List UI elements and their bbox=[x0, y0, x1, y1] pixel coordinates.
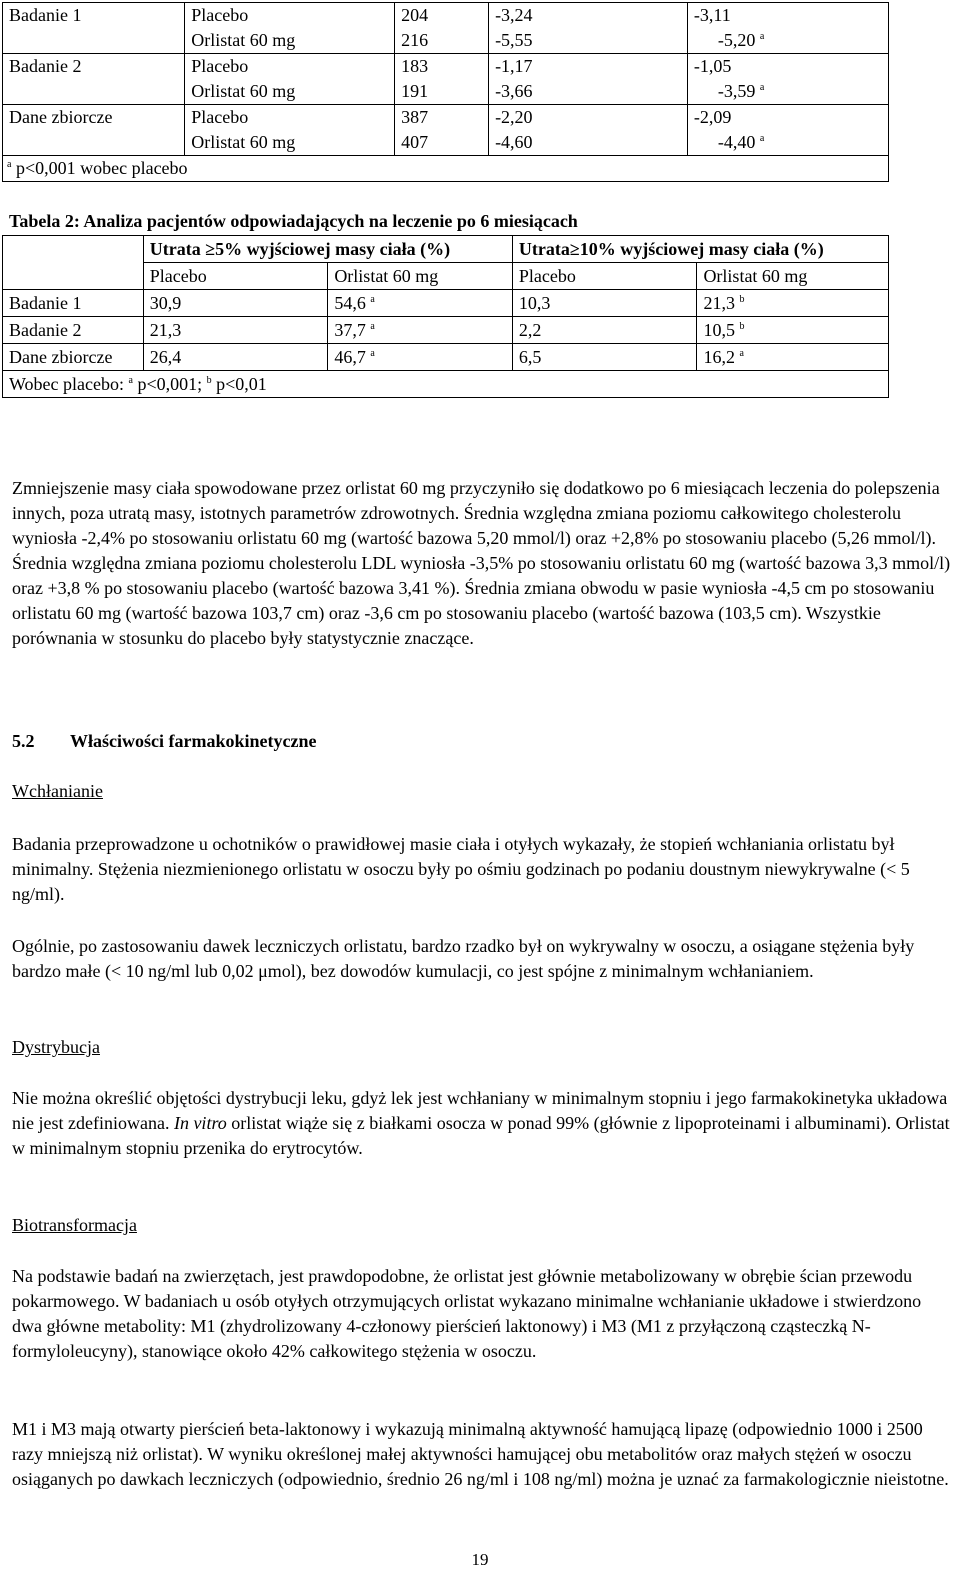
results-table-2 bbox=[2, 235, 889, 398]
table-row bbox=[3, 290, 889, 317]
table-footnote-row bbox=[3, 156, 889, 182]
value-cell: 46,7 $^a$ bbox=[328, 344, 513, 371]
empty-header-cell bbox=[3, 236, 144, 263]
empty-footnote-cell bbox=[328, 371, 889, 398]
table-2-title: Tabela 2: Analiza pacjentów odpowiadających na leczenie po 6 miesiącach bbox=[9, 211, 578, 231]
value-cell: 16,2 $^a$ bbox=[697, 344, 889, 371]
group-2-header: Utrata≥10% wyjściowej masy ciała (%) bbox=[512, 236, 888, 263]
page-number: 19 bbox=[471, 1550, 489, 1569]
table-header-row bbox=[3, 236, 889, 263]
value-cell: 21,3 $^b$ bbox=[697, 290, 889, 317]
column-header: Placebo bbox=[143, 263, 328, 290]
n-cell: 183 191 bbox=[395, 54, 489, 105]
biotransformation-paragraph-2: M1 i M3 mają otwarty pierścień beta-laktonowy i wykazują minimalną aktywność hamującą lipazę (odpowiednio 1000 i 2500 razy mniejszą niż orlistat). W wyniku określonej małej aktywności hamującej obu metabolitów oraz małych stężeń w osoczu osiąganych po dawkach leczniczych (odpowiednio, średnio 26 ng/ml i 108 ng/ml) można je uznać za farmakologicznie nieistotne. bbox=[12, 1419, 949, 1489]
table-row bbox=[3, 105, 889, 156]
study-cell: Dane zbiorcze bbox=[3, 344, 144, 371]
value-cell: 6,5 bbox=[512, 344, 697, 371]
table-row bbox=[3, 3, 889, 54]
group-1-header: Utrata ≥5% wyjściowej masy ciała (%) bbox=[143, 236, 512, 263]
distribution-paragraph: Nie można określić objętości dystrybucji leku, gdyż lek jest wchłaniany w minimalnym stopniu i jego farmakokinetyka układowa nie jest zdefiniowana. In vitro orlistat wiąże się z białkami osocza w ponad 99% (głównie z lipoproteinami i albuminami). Orlistat w minimalnym stopniu przenika do erytrocytów. bbox=[12, 1088, 950, 1158]
table-row bbox=[3, 344, 889, 371]
study-cell: Badanie 2 bbox=[3, 54, 185, 105]
value-cell: -1,17 -3,66 bbox=[489, 54, 688, 105]
results-table-1 bbox=[2, 2, 889, 182]
study-cell: Badanie 1 bbox=[3, 290, 144, 317]
empty-header-cell bbox=[3, 263, 144, 290]
table-row bbox=[3, 317, 889, 344]
absorption-paragraph-2: Ogólnie, po zastosowaniu dawek leczniczych orlistatu, bardzo rzadko był on wykrywalny w osoczu, a osiągane stężenia były bardzo małe (< 10 ng/ml lub 0,02 μmol), bez dowodów kumulacji, co jest spójne z minimalnym wchłanianiem. bbox=[12, 936, 915, 981]
table-footnote: Wobec placebo: $^a$ p<0,001; $^b$ p<0,01 bbox=[3, 371, 328, 398]
value-cell: 26,4 bbox=[143, 344, 328, 371]
group-cell: Placebo Orlistat 60 mg bbox=[185, 54, 395, 105]
value-cell: 37,7 $^a$ bbox=[328, 317, 513, 344]
table-footnote: $^a$ p<0,001 wobec placebo bbox=[3, 156, 889, 182]
study-cell: Dane zbiorcze bbox=[3, 105, 185, 156]
group-cell: Placebo Orlistat 60 mg bbox=[185, 105, 395, 156]
subheading-absorption: Wchłanianie bbox=[12, 781, 103, 801]
group-cell: Placebo Orlistat 60 mg bbox=[185, 3, 395, 54]
value-cell: 21,3 bbox=[143, 317, 328, 344]
table-subheader-row bbox=[3, 263, 889, 290]
table-row bbox=[3, 54, 889, 105]
n-cell: 387 407 bbox=[395, 105, 489, 156]
absorption-paragraph-1: Badania przeprowadzone u ochotników o prawidłowej masie ciała i otyłych wykazały, że stopień wchłaniania orlistatu był minimalny. Stężenia niezmienionego orlistatu w osoczu były po ośmiu godzinach po podaniu doustnym niewykrywalne (< 5 ng/ml). bbox=[12, 834, 910, 904]
value-cell: 10,5 $^b$ bbox=[697, 317, 889, 344]
value-cell: 10,3 bbox=[512, 290, 697, 317]
value-cell: 30,9 bbox=[143, 290, 328, 317]
n-cell: 204 216 bbox=[395, 3, 489, 54]
table-footnote-row bbox=[3, 371, 889, 398]
biotransformation-paragraph-1: Na podstawie badań na zwierzętach, jest prawdopodobne, że orlistat jest głównie metabolizowany w obrębie ścian przewodu pokarmowego. W badaniach u osób otyłych otrzymujących orlistat wykazano minimalne wchłanianie układowe i stwierdzono dwa główne metabolity: M1 (zhydrolizowany 4-członowy pierścień laktonowy) i M3 (M1 z przyłączoną cząsteczką N-formyloleucyny), stanowiące około 42% całkowitego stężenia w osoczu. bbox=[12, 1266, 922, 1361]
section-title: Właściwości farmakokinetyczne bbox=[70, 731, 317, 751]
section-heading bbox=[12, 729, 316, 754]
value-cell: -3,11 -5,20 $^a$ bbox=[687, 3, 888, 54]
efficacy-paragraph: Zmniejszenie masy ciała spowodowane przez orlistat 60 mg przyczyniło się dodatkowo po 6 miesiącach leczenia do polepszenia innych, poza utratą masy, istotnych parametrów zdrowotnych. Średnia względna zmiana poziomu całkowitego cholesterolu wyniosła -2,4% po stosowaniu orlistatu 60 mg (wartość bazowa 5,20 mmol/l) oraz +2,8% po stosowaniu placebo (5,26 mmol/l). Średnia względna zmiana poziomu cholesterolu LDL wyniosła -3,5% po stosowaniu orlistatu 60 mg (wartość bazowa 3,3 mmol/l) oraz +3,8 % po stosowaniu placebo (wartość bazowa 3,41 %). Średnia zmiana obwodu w pasie wyniosła -4,5 cm po stosowaniu orlistatu 60 mg (wartość bazowa 103,7 cm) oraz -3,6 cm po stosowaniu placebo (wartość bazowa (103,5 cm). Wszystkie porównania w stosunku do placebo były statystycznie znaczące. bbox=[12, 478, 951, 648]
study-cell: Badanie 2 bbox=[3, 317, 144, 344]
subheading-distribution: Dystrybucja bbox=[12, 1037, 100, 1057]
study-cell: Badanie 1 bbox=[3, 3, 185, 54]
section-number: 5.2 bbox=[12, 731, 35, 751]
value-cell: 2,2 bbox=[512, 317, 697, 344]
value-cell: -2,20 -4,60 bbox=[489, 105, 688, 156]
value-cell: 54,6 $^a$ bbox=[328, 290, 513, 317]
column-header: Placebo bbox=[512, 263, 697, 290]
column-header: Orlistat 60 mg bbox=[697, 263, 889, 290]
value-cell: -3,24 -5,55 bbox=[489, 3, 688, 54]
column-header: Orlistat 60 mg bbox=[328, 263, 513, 290]
subheading-biotransformation: Biotransformacja bbox=[12, 1215, 137, 1235]
value-cell: -2,09 -4,40 $^a$ bbox=[687, 105, 888, 156]
value-cell: -1,05 -3,59 $^a$ bbox=[687, 54, 888, 105]
